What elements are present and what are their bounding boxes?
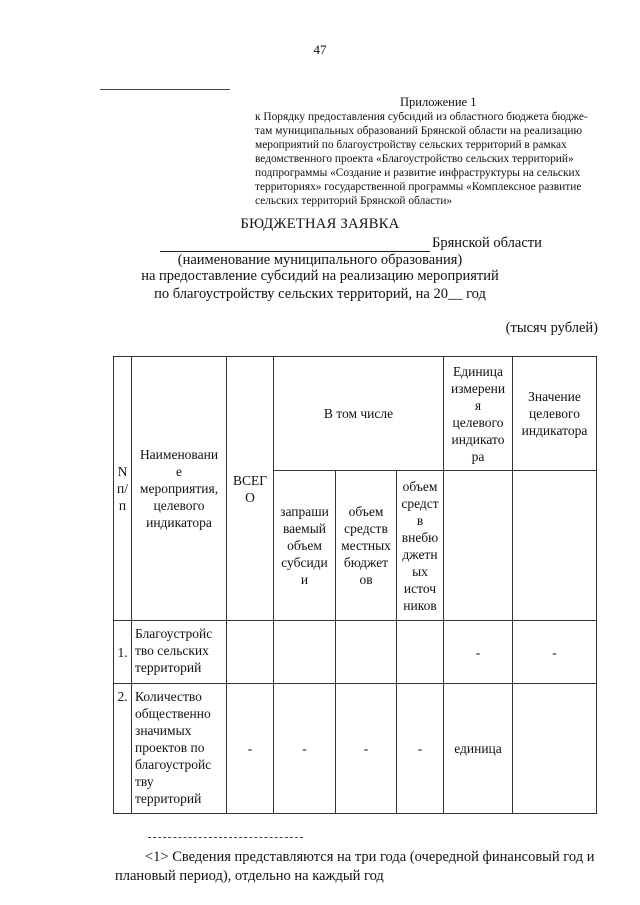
row-requested: - (274, 684, 336, 814)
row-unit: - (444, 621, 513, 684)
header-requested-subsidy: запраши ваемый объем субсиди и (274, 471, 336, 621)
page-number: 47 (313, 42, 327, 57)
appendix-line: сельских территорий Брянской области» (255, 195, 453, 207)
footnote: <1> Сведения представляются на три года (очередной финансовый год и плановый период), отдельно на каждый год (115, 849, 595, 884)
row-name: Благоустройс тво сельских территорий (132, 621, 227, 684)
appendix-line: там муниципальных образований Брянской области на реализацию (255, 125, 582, 137)
row-requested (274, 621, 336, 684)
appendix-line: к Порядку предоставления субсидий из областного бюджета бюдже- (255, 111, 588, 123)
row-local: - (336, 684, 397, 814)
appendix-line: подпрограммы «Создание и развитие инфраструктуры на сельских (255, 167, 581, 179)
appendix-text (255, 110, 625, 208)
header-offbudget-sources: объем средст в внебю джетн ых источ ников (397, 471, 444, 621)
row-num: 2. (114, 684, 132, 814)
row-num: 1. (114, 621, 132, 684)
row-local (336, 621, 397, 684)
row-total: - (227, 684, 274, 814)
region-line (160, 235, 542, 252)
row-name: Количество общественно значимых проектов по благоустройс тву территорий (132, 684, 227, 814)
table-row (114, 684, 597, 814)
budget-table (113, 356, 597, 814)
appendix-line: ведомственного проекта «Благоустройство сельских территорий» (255, 153, 574, 165)
purpose-line: на предоставление субсидий на реализацию мероприятий (141, 268, 499, 284)
header-total: ВСЕГ О (227, 357, 274, 621)
row-total (227, 621, 274, 684)
header-value-empty (513, 471, 597, 621)
header-value: Значение целевого индикатора (513, 357, 597, 471)
top-rule (100, 89, 230, 90)
row-value (513, 684, 597, 814)
appendix-line: мероприятий по благоустройству сельских территорий в рамках (255, 139, 567, 151)
region-blank (160, 237, 430, 252)
row-value: - (513, 621, 597, 684)
units-label: (тысяч рублей) (505, 320, 598, 336)
header-local-budgets: объем средств местных бюджет ов (336, 471, 397, 621)
header-including: В том числе (274, 357, 444, 471)
appendix-line: территориях» государственной программы «Комплексное развитие (255, 181, 582, 193)
document-title: БЮДЖЕТНАЯ ЗАЯВКА (240, 216, 400, 232)
row-offbudget: - (397, 684, 444, 814)
row-unit: единица (444, 684, 513, 814)
header-unit: Единица измерени я целевого индикато ра (444, 357, 513, 471)
region-suffix: Брянской области (432, 235, 542, 251)
appendix-title: Приложение 1 (400, 95, 477, 109)
footnote-rule (148, 837, 303, 838)
row-offbudget (397, 621, 444, 684)
year-line: по благоустройству сельских территорий, на 20__ год (154, 286, 486, 302)
header-name: Наименовани е мероприятия, целевого индикатора (132, 357, 227, 621)
header-num: N п/ п (114, 357, 132, 621)
header-unit-empty (444, 471, 513, 621)
table-row (114, 621, 597, 684)
region-note: (наименование муниципального образования) (177, 252, 463, 268)
